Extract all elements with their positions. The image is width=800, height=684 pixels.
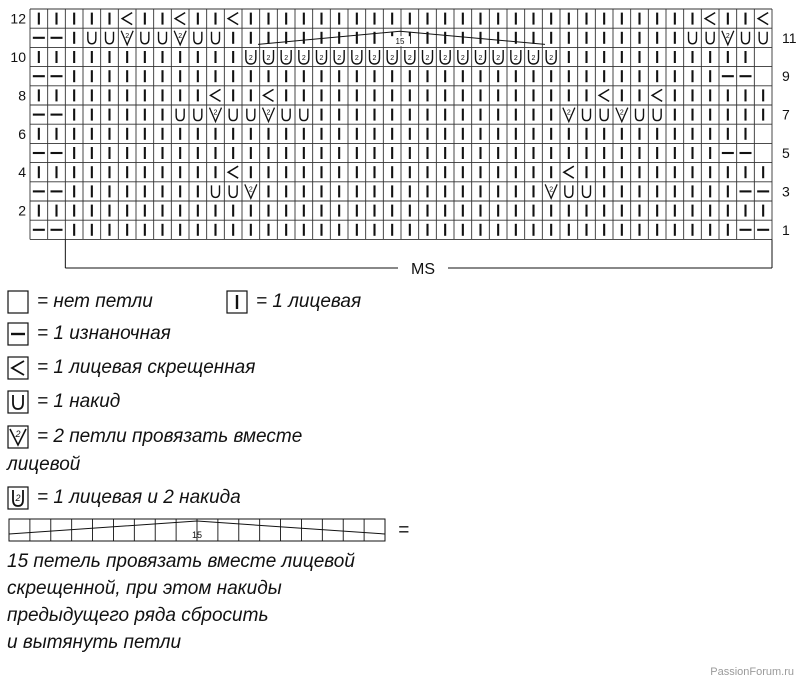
row-label-right: 5 (782, 145, 790, 161)
row-label-left: 6 (18, 125, 26, 142)
yarn-over-mark (565, 185, 573, 197)
stitch-cell (175, 13, 185, 25)
row-label-left: 10 (10, 49, 26, 65)
legend-k2tog-text-line2: лицевой (7, 454, 81, 475)
yarn-over-mark (583, 185, 591, 197)
yarn-over-mark (88, 32, 96, 44)
stitch-cell (300, 109, 308, 121)
legend-knit-tbl-text: = 1 лицевая скрещенная (37, 357, 256, 378)
yarn-over-mark (159, 32, 167, 44)
k2tog-mark-number: 2 (125, 32, 130, 40)
row-label-left: 2 (18, 202, 26, 219)
stitch-cell (565, 185, 573, 197)
knit-tbl-mark (211, 89, 221, 101)
k2tog-mark-number: 2 (725, 32, 730, 40)
chart-labels (10, 11, 796, 278)
stitch-cell (493, 50, 503, 64)
stitch-cell (387, 50, 397, 64)
row-label-left: 12 (10, 10, 26, 27)
stitch-cell (583, 185, 591, 197)
yarn-over-mark (583, 109, 591, 121)
stitch-cell (722, 31, 734, 45)
watermark: PassionForum.ru (710, 666, 794, 678)
stitch-cell (174, 31, 186, 45)
stitch-cell (546, 50, 556, 64)
yarn-over-mark (300, 109, 308, 121)
stitch-cell (599, 89, 609, 101)
yarn-over-mark (653, 109, 661, 121)
yarn-over-icon (7, 390, 29, 414)
stitch-cell (211, 89, 221, 101)
knit-2yo-mark-number: 2 (319, 55, 324, 62)
knit-tbl-mark (228, 166, 238, 178)
stitch-cell (281, 50, 291, 64)
stitch-cell (352, 50, 362, 64)
stitch-cell (583, 109, 591, 121)
yarn-over-mark (194, 32, 202, 44)
stitch-cell (563, 108, 575, 122)
stitch-cell (282, 109, 290, 121)
row-label-right: 3 (782, 183, 790, 200)
stitch-cell (122, 13, 132, 25)
knit-tbl-mark (122, 13, 132, 25)
stitch-cell (759, 32, 767, 44)
knit-2yo-mark-number: 2 (301, 55, 306, 62)
row-label-right: 1 (782, 221, 790, 238)
yarn-over-mark (742, 32, 750, 44)
knit-2yo-mark-number: 2 (337, 55, 342, 62)
k2tog-mark-number: 2 (549, 186, 554, 194)
knit-tbl-mark (758, 13, 768, 25)
stitch-cell (159, 32, 167, 44)
k2tog-symbol-number: 2 (15, 429, 21, 439)
yarn-over-mark (141, 32, 149, 44)
dec15-label: 15 (395, 37, 405, 47)
legend-no-stitch (7, 290, 153, 314)
stitch-cell (264, 89, 274, 101)
legend-k2tog-text: = 2 петли провязать вместе (37, 426, 303, 447)
stitch-cell (212, 185, 220, 197)
knit-2yo-mark-number: 2 (425, 55, 430, 62)
knit-double-wrap-icon (7, 486, 29, 510)
knit-tbl-mark (652, 89, 662, 101)
yarn-over-mark (212, 32, 220, 44)
row-label-right: 11 (782, 29, 797, 46)
stitch-cell (106, 32, 114, 44)
k2tog-mark-number: 2 (266, 109, 271, 117)
legend-knit-2yo (7, 486, 241, 510)
stitch-cell (194, 32, 202, 44)
stitch-cell (121, 31, 133, 45)
stitch-cell (176, 109, 184, 121)
row-label-right: 9 (782, 68, 790, 85)
knit-2yo-mark-number: 2 (284, 55, 289, 62)
legend-knit-2yo-text: = 1 лицевая и 2 накида (37, 487, 241, 508)
k2tog-mark-number: 2 (248, 186, 253, 194)
legend-knit-tbl (7, 356, 255, 380)
stitch-cell (653, 109, 661, 121)
knit-tbl-mark (564, 166, 574, 178)
knit-2yo-mark-number: 2 (443, 55, 448, 62)
stitch-cell (317, 50, 327, 64)
yarn-over-mark (176, 109, 184, 121)
knit-tbl-mark (264, 89, 274, 101)
knit-2yo-symbol-number: 2 (15, 493, 21, 503)
legend-knit (226, 290, 361, 314)
stitch-cell (246, 50, 256, 64)
yarn-over-mark (229, 109, 237, 121)
knit-2yo-mark-number: 2 (390, 55, 395, 62)
knit-tbl-mark (228, 13, 238, 25)
stitch-cell (423, 50, 433, 64)
knit-2yo-mark-number: 2 (478, 55, 483, 62)
dec15-equals: = (398, 520, 410, 541)
legend-yarn-over-text: = 1 накид (37, 391, 121, 412)
yarn-over-mark (212, 185, 220, 197)
legend-k2tog (7, 425, 302, 449)
stitch-cell (742, 32, 750, 44)
knit-2yo-mark-number: 2 (354, 55, 359, 62)
knit-2yo-mark-number: 2 (549, 55, 554, 62)
stitch-cell (600, 109, 608, 121)
yarn-over-mark (106, 32, 114, 44)
k2tog-icon (7, 425, 29, 449)
stitch-cell (405, 50, 415, 64)
purl-stitch-icon (7, 322, 29, 346)
stitch-cell (212, 32, 220, 44)
knit-tbl-mark (599, 89, 609, 101)
row-label-left: 8 (18, 87, 26, 104)
knit-tbl-mark (175, 13, 185, 25)
legend-purl-text: = 1 изнаночная (37, 323, 171, 344)
knit-through-back-loop-icon (7, 356, 29, 380)
stitch-cell (88, 32, 96, 44)
legend-yarn-over (7, 390, 120, 414)
yarn-over-mark (282, 109, 290, 121)
knit-tbl-mark (705, 13, 715, 25)
dec15-description: 15 петель провязать вместе лицевой скрещенной, при этом накиды предыдущего ряда сбросить и вытянуть петли (7, 551, 355, 653)
yarn-over-mark (689, 32, 697, 44)
stitch-cell (652, 89, 662, 101)
stitch-cell (264, 50, 274, 64)
knit-2yo-mark-number: 2 (460, 55, 465, 62)
k2tog-mark-number: 2 (566, 109, 571, 117)
stitch-cell (194, 109, 202, 121)
yarn-over-mark (247, 109, 255, 121)
k2tog-mark-number: 2 (619, 109, 624, 117)
stitch-cell (299, 50, 309, 64)
stitch-cell (458, 50, 468, 64)
stitch-cell (263, 108, 275, 122)
dec15-legend-number: 15 (191, 530, 203, 540)
stitch-cell (545, 184, 557, 198)
stitch-cell (758, 13, 768, 25)
row-label-right: 7 (782, 106, 790, 123)
stitch-cell (229, 185, 237, 197)
stitch-cell (440, 50, 450, 64)
stitch-cell (370, 50, 380, 64)
k2tog-mark-number: 2 (213, 109, 218, 117)
stitch-cell (476, 50, 486, 64)
knit-2yo-mark-number: 2 (531, 55, 536, 62)
row-label-left: 4 (18, 164, 26, 181)
stitch-cell (529, 50, 539, 64)
repeat-label: MS (411, 261, 435, 278)
stitch-cell (706, 32, 714, 44)
stitch-cell (689, 32, 697, 44)
stitch-cell (229, 109, 237, 121)
stitch-cell (247, 109, 255, 121)
stitch-cell (228, 166, 238, 178)
knit-2yo-mark-number: 2 (496, 55, 501, 62)
stitch-cell (616, 108, 628, 122)
legend-purl (7, 322, 171, 346)
stitch-cell (245, 184, 257, 198)
yarn-over-mark (229, 185, 237, 197)
yarn-over-mark (600, 109, 608, 121)
stitch-cell (705, 13, 715, 25)
yarn-over-mark (759, 32, 767, 44)
stitch-cell (636, 109, 644, 121)
stitch-cell (210, 108, 222, 122)
yarn-over-mark (194, 109, 202, 121)
knit-stitch-icon (226, 290, 248, 314)
stitch-cell (141, 32, 149, 44)
legend-knit-text: = 1 лицевая (256, 291, 362, 312)
stitch-cell (228, 13, 238, 25)
knit-2yo-mark-number: 2 (248, 55, 253, 62)
yarn-over-mark (706, 32, 714, 44)
stitch-cell (564, 166, 574, 178)
dec15-legend-symbol (7, 518, 387, 542)
knit-2yo-mark-number: 2 (513, 55, 518, 62)
legend-no-stitch-text: = нет петли (37, 291, 153, 312)
knit-2yo-mark-number: 2 (407, 55, 412, 62)
knit-2yo-mark-number: 2 (372, 55, 377, 62)
yarn-over-mark (636, 109, 644, 121)
k2tog-mark-number: 2 (178, 32, 183, 40)
stitch-cell (334, 50, 344, 64)
stitch-cell (511, 50, 521, 64)
no-stitch-icon (7, 290, 29, 314)
knit-2yo-mark-number: 2 (266, 55, 271, 62)
